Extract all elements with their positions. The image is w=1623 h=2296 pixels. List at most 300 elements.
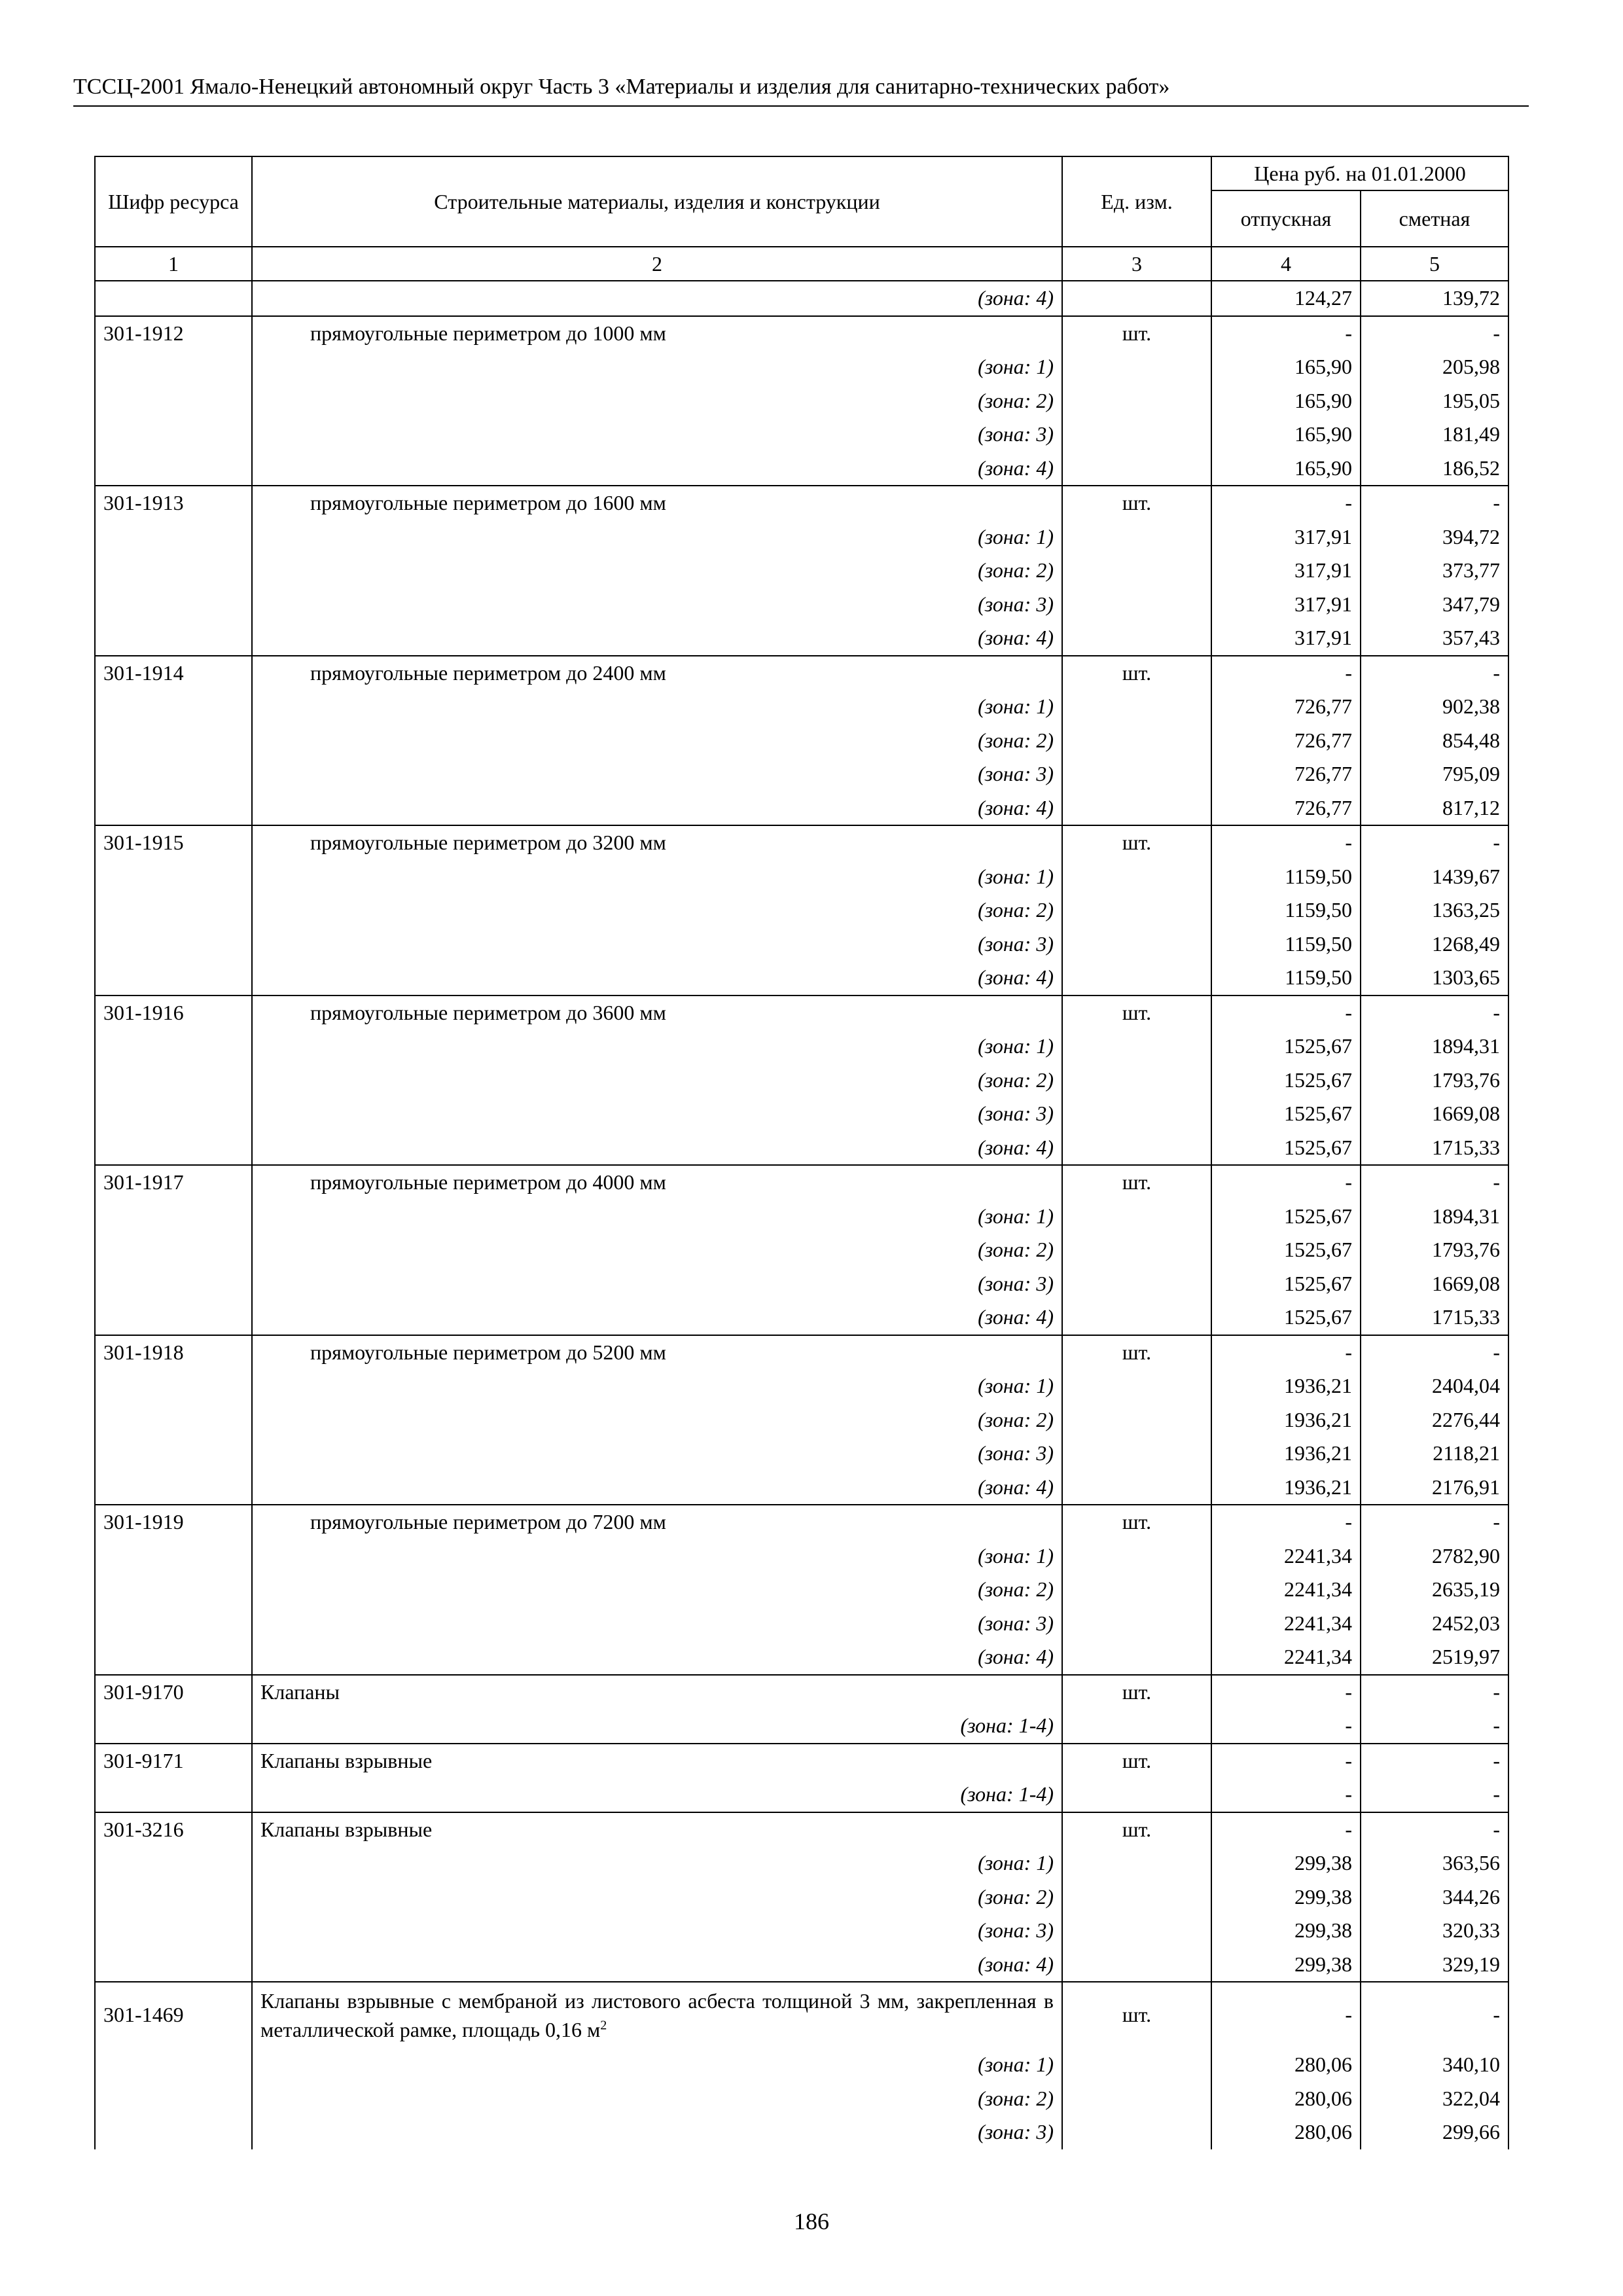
unit-empty: [1062, 1369, 1211, 1403]
resource-code-empty: [95, 350, 252, 384]
unit-empty: [1062, 1880, 1211, 1914]
resource-code-empty: [95, 384, 252, 418]
resource-code-empty: [95, 1300, 252, 1335]
release-price: 1525,67: [1211, 1267, 1361, 1301]
resource-code-empty: [95, 2048, 252, 2082]
zone-row: [95, 893, 1508, 927]
zone-row: [95, 384, 1508, 418]
estimate-price: -: [1361, 1812, 1508, 1847]
release-price: 1936,21: [1211, 1471, 1361, 1505]
release-price: -: [1211, 996, 1361, 1030]
col-header-price-group: Цена руб. на 01.01.2000: [1211, 156, 1508, 190]
unit-of-measure: шт.: [1062, 825, 1211, 860]
zone-row: [95, 1369, 1508, 1403]
col-number-5: 5: [1361, 247, 1508, 281]
table-row: [95, 1982, 1508, 2048]
material-name-text: прямоугольные периметром до 7200 мм: [310, 1510, 666, 1534]
zone-row: [95, 1778, 1508, 1812]
material-name: [252, 1744, 1062, 1778]
unit-empty: [1062, 961, 1211, 996]
unit-empty: [1062, 1267, 1211, 1301]
estimate-price: 1894,31: [1361, 1030, 1508, 1064]
zone-label: (зона: 2): [252, 2082, 1062, 2116]
resource-code-empty: [95, 588, 252, 622]
zone-row: [95, 554, 1508, 588]
estimate-price: 344,26: [1361, 1880, 1508, 1914]
estimate-price: 1363,25: [1361, 893, 1508, 927]
release-price: 299,38: [1211, 1880, 1361, 1914]
resource-code-empty: [95, 1471, 252, 1505]
estimate-price: -: [1361, 825, 1508, 860]
col-number-2: 2: [252, 247, 1062, 281]
estimate-price: -: [1361, 1778, 1508, 1812]
release-price: -: [1211, 1505, 1361, 1539]
zone-label: (зона: 2): [252, 1880, 1062, 1914]
table-row: [95, 656, 1508, 691]
release-price: 299,38: [1211, 1914, 1361, 1948]
price-table-container: [94, 156, 1508, 2149]
release-price: 726,77: [1211, 690, 1361, 724]
release-price: 2241,34: [1211, 1607, 1361, 1641]
unit-empty: [1062, 554, 1211, 588]
resource-code-empty: [95, 2082, 252, 2116]
unit-empty: [1062, 690, 1211, 724]
unit-of-measure: шт.: [1062, 1675, 1211, 1710]
estimate-price: 1793,76: [1361, 1064, 1508, 1098]
zone-label: (зона: 1): [252, 1846, 1062, 1880]
estimate-price: -: [1361, 1744, 1508, 1778]
zone-row: [95, 2082, 1508, 2116]
table-row: [95, 1335, 1508, 1370]
unit-of-measure: шт.: [1062, 1505, 1211, 1539]
zone-label: (зона: 2): [252, 554, 1062, 588]
resource-code-empty: [95, 1640, 252, 1675]
zone-label: (зона: 1): [252, 1369, 1062, 1403]
estimate-price: 817,12: [1361, 791, 1508, 826]
resource-code: 301-1913: [95, 486, 252, 520]
release-price: -: [1211, 486, 1361, 520]
release-price: -: [1211, 316, 1361, 351]
table-row: [95, 1505, 1508, 1539]
zone-label: (зона: 2): [252, 384, 1062, 418]
estimate-price: 320,33: [1361, 1914, 1508, 1948]
table-row: [95, 1675, 1508, 1710]
zone-row: [95, 1846, 1508, 1880]
zone-label: (зона: 2): [252, 1064, 1062, 1098]
zone-row: [95, 1233, 1508, 1267]
unit-of-measure: шт.: [1062, 1982, 1211, 2048]
release-price: 299,38: [1211, 1948, 1361, 1982]
release-price: 165,90: [1211, 384, 1361, 418]
unit-empty: [1062, 520, 1211, 554]
zone-label: (зона: 4): [252, 621, 1062, 656]
resource-code-empty: [95, 893, 252, 927]
estimate-price: 363,56: [1361, 1846, 1508, 1880]
release-price: -: [1211, 1165, 1361, 1200]
estimate-price: 299,66: [1361, 2115, 1508, 2149]
resource-code-empty: [95, 452, 252, 486]
zone-label: (зона: 4): [252, 791, 1062, 826]
release-price: 1159,50: [1211, 927, 1361, 961]
release-price: -: [1211, 1675, 1361, 1710]
unit-empty: [1062, 452, 1211, 486]
zone-row: [95, 1131, 1508, 1166]
unit-empty: [1062, 1778, 1211, 1812]
unit-empty: [1062, 384, 1211, 418]
resource-code-empty: [95, 791, 252, 826]
estimate-price: 902,38: [1361, 690, 1508, 724]
material-name-text: Клапаны взрывные: [260, 1817, 433, 1841]
estimate-price: 2635,19: [1361, 1573, 1508, 1607]
zone-row: [95, 757, 1508, 791]
zone-row: [95, 1539, 1508, 1573]
estimate-price: -: [1361, 1982, 1508, 2048]
unit-empty: [1062, 1573, 1211, 1607]
col-header-estimate: сметная: [1361, 190, 1508, 247]
material-name-text: прямоугольные периметром до 5200 мм: [310, 1340, 666, 1364]
resource-code-empty: [95, 690, 252, 724]
col-header-release: отпускная: [1211, 190, 1361, 247]
release-price: 726,77: [1211, 791, 1361, 826]
unit-empty: [1062, 1846, 1211, 1880]
zone-label: (зона: 3): [252, 757, 1062, 791]
material-name: [252, 1812, 1062, 1847]
material-name-text: прямоугольные периметром до 1600 мм: [310, 491, 666, 514]
zone-label: (зона: 3): [252, 1437, 1062, 1471]
estimate-price: -: [1361, 1505, 1508, 1539]
zone-label: (зона: 1): [252, 690, 1062, 724]
unit-of-measure: шт.: [1062, 316, 1211, 351]
release-price: 1525,67: [1211, 1097, 1361, 1131]
unit-empty: [1062, 724, 1211, 758]
unit-empty: [1062, 1233, 1211, 1267]
estimate-price: 347,79: [1361, 588, 1508, 622]
estimate-price: 1715,33: [1361, 1131, 1508, 1166]
resource-code-empty: [95, 1131, 252, 1166]
unit-empty: [1062, 281, 1211, 316]
material-name: [252, 1505, 1062, 1539]
release-price: 1936,21: [1211, 1369, 1361, 1403]
zone-row: [95, 690, 1508, 724]
estimate-price: 1894,31: [1361, 1200, 1508, 1234]
material-name: [252, 1982, 1062, 2048]
resource-code-empty: [95, 1403, 252, 1437]
estimate-price: 1669,08: [1361, 1267, 1508, 1301]
zone-row: [95, 350, 1508, 384]
zone-label: (зона: 4): [252, 281, 1062, 316]
document-header: ТССЦ-2001 Ямало-Ненецкий автономный округ Часть 3 «Материалы и изделия для санитарно-технических работ»: [73, 75, 1170, 99]
zone-row: [95, 1267, 1508, 1301]
estimate-price: -: [1361, 1165, 1508, 1200]
resource-code-empty: [95, 1607, 252, 1641]
resource-code-empty: [95, 1097, 252, 1131]
resource-code-empty: [95, 1539, 252, 1573]
unit-empty: [1062, 1064, 1211, 1098]
resource-code-empty: [95, 1709, 252, 1744]
release-price: 2241,34: [1211, 1539, 1361, 1573]
zone-label: (зона: 3): [252, 1914, 1062, 1948]
col-number-1: 1: [95, 247, 252, 281]
zone-row: [95, 1437, 1508, 1471]
estimate-price: 2176,91: [1361, 1471, 1508, 1505]
unit-empty: [1062, 893, 1211, 927]
zone-row: [95, 1300, 1508, 1335]
zone-row: [95, 724, 1508, 758]
material-name-text: прямоугольные периметром до 1000 мм: [310, 321, 666, 345]
resource-code-empty: [95, 1369, 252, 1403]
table-row: [95, 486, 1508, 520]
resource-code-empty: [95, 1233, 252, 1267]
table-header: [95, 156, 1508, 281]
release-price: 1525,67: [1211, 1200, 1361, 1234]
table-body: [95, 281, 1508, 2149]
estimate-price: -: [1361, 1335, 1508, 1370]
unit-empty: [1062, 1914, 1211, 1948]
material-name-text: Клапаны: [260, 1679, 340, 1704]
estimate-price: 186,52: [1361, 452, 1508, 486]
table-row: [95, 1165, 1508, 1200]
release-price: 280,06: [1211, 2115, 1361, 2149]
resource-code-empty: [95, 1948, 252, 1982]
estimate-price: 1439,67: [1361, 860, 1508, 894]
material-name: [252, 1165, 1062, 1200]
table-row: [95, 1812, 1508, 1847]
zone-label: (зона: 1-4): [252, 1778, 1062, 1812]
zone-label: (зона: 1): [252, 1200, 1062, 1234]
estimate-price: -: [1361, 486, 1508, 520]
table-row: [95, 825, 1508, 860]
release-price: 1936,21: [1211, 1403, 1361, 1437]
resource-code: 301-9171: [95, 1744, 252, 1778]
material-name: [252, 1335, 1062, 1370]
col-number-3: 3: [1062, 247, 1211, 281]
zone-label: (зона: 1): [252, 1539, 1062, 1573]
release-price: -: [1211, 825, 1361, 860]
resource-code-empty: [95, 1846, 252, 1880]
resource-code: 301-9170: [95, 1675, 252, 1710]
estimate-price: 181,49: [1361, 418, 1508, 452]
table-row: [95, 1744, 1508, 1778]
unit-of-measure: шт.: [1062, 1335, 1211, 1370]
zone-label: (зона: 4): [252, 1948, 1062, 1982]
unit-empty: [1062, 1437, 1211, 1471]
unit-of-measure: шт.: [1062, 1165, 1211, 1200]
release-price: 1525,67: [1211, 1300, 1361, 1335]
zone-label: (зона: 1): [252, 520, 1062, 554]
zone-label: (зона: 3): [252, 418, 1062, 452]
release-price: -: [1211, 1744, 1361, 1778]
zone-row: [95, 791, 1508, 826]
unit-empty: [1062, 757, 1211, 791]
material-name-text: Клапаны взрывные с мембраной из листового асбеста толщиной 3 мм, закрепленная в металлической рамке, площадь 0,16 м: [260, 1989, 1054, 2041]
estimate-price: 340,10: [1361, 2048, 1508, 2082]
estimate-price: 357,43: [1361, 621, 1508, 656]
zone-label: (зона: 4): [252, 1300, 1062, 1335]
unit-empty: [1062, 1097, 1211, 1131]
resource-code-empty: [95, 1914, 252, 1948]
zone-row: [95, 1573, 1508, 1607]
resource-code-empty: [95, 621, 252, 656]
resource-code: 301-1916: [95, 996, 252, 1030]
zone-label: (зона: 3): [252, 1607, 1062, 1641]
estimate-price: 2782,90: [1361, 1539, 1508, 1573]
release-price: 317,91: [1211, 621, 1361, 656]
release-price: -: [1211, 1778, 1361, 1812]
resource-code: 301-1919: [95, 1505, 252, 1539]
release-price: 280,06: [1211, 2048, 1361, 2082]
resource-code-empty: [95, 1064, 252, 1098]
release-price: 2241,34: [1211, 1640, 1361, 1675]
zone-row: [95, 520, 1508, 554]
unit-empty: [1062, 927, 1211, 961]
estimate-price: 795,09: [1361, 757, 1508, 791]
resource-code: 301-1914: [95, 656, 252, 691]
estimate-price: 1793,76: [1361, 1233, 1508, 1267]
resource-code: 301-1915: [95, 825, 252, 860]
col-number-4: 4: [1211, 247, 1361, 281]
estimate-price: 1268,49: [1361, 927, 1508, 961]
zone-label: (зона: 4): [252, 452, 1062, 486]
zone-row: [95, 1030, 1508, 1064]
release-price: 165,90: [1211, 418, 1361, 452]
resource-code-empty: [95, 961, 252, 996]
col-header-name: Строительные материалы, изделия и конструкции: [252, 156, 1062, 247]
material-name-text: прямоугольные периметром до 2400 мм: [310, 660, 666, 685]
resource-code-empty: [95, 1437, 252, 1471]
release-price: 2241,34: [1211, 1573, 1361, 1607]
release-price: 317,91: [1211, 588, 1361, 622]
zone-row: [95, 961, 1508, 996]
estimate-price: -: [1361, 1709, 1508, 1744]
unit-of-measure: шт.: [1062, 1812, 1211, 1847]
zone-row: [95, 1200, 1508, 1234]
zone-row: [95, 2048, 1508, 2082]
estimate-price: -: [1361, 996, 1508, 1030]
header-divider: [73, 105, 1529, 107]
estimate-price: 322,04: [1361, 2082, 1508, 2116]
release-price: -: [1211, 1335, 1361, 1370]
release-price: 165,90: [1211, 350, 1361, 384]
zone-row: [95, 1403, 1508, 1437]
release-price: 317,91: [1211, 520, 1361, 554]
release-price: -: [1211, 1709, 1361, 1744]
zone-row: [95, 860, 1508, 894]
release-price: 280,06: [1211, 2082, 1361, 2116]
resource-code: 301-1917: [95, 1165, 252, 1200]
resource-code-empty: [95, 1200, 252, 1234]
estimate-price: 394,72: [1361, 520, 1508, 554]
col-header-code: Шифр ресурса: [95, 156, 252, 247]
unit-empty: [1062, 2048, 1211, 2082]
material-name: [252, 825, 1062, 860]
release-price: 165,90: [1211, 452, 1361, 486]
zone-row: [95, 1709, 1508, 1744]
resource-code-empty: [95, 1778, 252, 1812]
unit-empty: [1062, 1200, 1211, 1234]
zone-label: (зона: 4): [252, 961, 1062, 996]
release-price: 317,91: [1211, 554, 1361, 588]
estimate-price: -: [1361, 1675, 1508, 1710]
material-name-text: Клапаны взрывные: [260, 1748, 433, 1772]
zone-row: [95, 1607, 1508, 1641]
unit-of-measure: шт.: [1062, 656, 1211, 691]
unit-empty: [1062, 1709, 1211, 1744]
release-price: -: [1211, 1982, 1361, 2048]
estimate-price: 139,72: [1361, 281, 1508, 316]
unit-empty: [1062, 1640, 1211, 1675]
unit-empty: [1062, 1300, 1211, 1335]
zone-row: [95, 1880, 1508, 1914]
release-price: 1159,50: [1211, 860, 1361, 894]
material-name-text: прямоугольные периметром до 3200 мм: [310, 831, 666, 854]
material-name: [252, 1675, 1062, 1710]
resource-code: 301-3216: [95, 1812, 252, 1847]
zone-row: [95, 1640, 1508, 1675]
resource-code: 301-1912: [95, 316, 252, 351]
estimate-price: 1715,33: [1361, 1300, 1508, 1335]
zone-row: [95, 1064, 1508, 1098]
release-price: 299,38: [1211, 1846, 1361, 1880]
col-header-unit: Ед. изм.: [1062, 156, 1211, 247]
unit-empty: [1062, 1471, 1211, 1505]
unit-empty: [1062, 621, 1211, 656]
estimate-price: 854,48: [1361, 724, 1508, 758]
estimate-price: -: [1361, 316, 1508, 351]
estimate-price: 2404,04: [1361, 1369, 1508, 1403]
unit-of-measure: шт.: [1062, 486, 1211, 520]
estimate-price: -: [1361, 656, 1508, 691]
resource-code-empty: [95, 1030, 252, 1064]
estimate-price: 329,19: [1361, 1948, 1508, 1982]
resource-code-empty: [95, 860, 252, 894]
release-price: 1936,21: [1211, 1437, 1361, 1471]
material-name: [252, 656, 1062, 691]
resource-code-empty: [95, 281, 252, 316]
zone-row: [95, 927, 1508, 961]
zone-label: (зона: 1-4): [252, 1709, 1062, 1744]
resource-code-empty: [95, 1267, 252, 1301]
zone-label: (зона: 2): [252, 1573, 1062, 1607]
unit-empty: [1062, 350, 1211, 384]
zone-label: (зона: 3): [252, 2115, 1062, 2149]
release-price: 124,27: [1211, 281, 1361, 316]
zone-row: [95, 1097, 1508, 1131]
material-name: [252, 996, 1062, 1030]
release-price: 1525,67: [1211, 1030, 1361, 1064]
zone-row: [95, 1471, 1508, 1505]
zone-label: (зона: 2): [252, 1233, 1062, 1267]
release-price: 1159,50: [1211, 893, 1361, 927]
release-price: -: [1211, 656, 1361, 691]
resource-code-empty: [95, 520, 252, 554]
zone-label: (зона: 1): [252, 350, 1062, 384]
zone-label: (зона: 1): [252, 2048, 1062, 2082]
resource-code: 301-1918: [95, 1335, 252, 1370]
resource-code: 301-1469: [95, 1982, 252, 2048]
estimate-price: 2519,97: [1361, 1640, 1508, 1675]
zone-row: [95, 1948, 1508, 1982]
zone-label: (зона: 3): [252, 927, 1062, 961]
zone-label: (зона: 2): [252, 893, 1062, 927]
unit-empty: [1062, 418, 1211, 452]
resource-code-empty: [95, 1573, 252, 1607]
zone-row: [95, 588, 1508, 622]
resource-code-empty: [95, 927, 252, 961]
unit-of-measure: шт.: [1062, 1744, 1211, 1778]
estimate-price: 1669,08: [1361, 1097, 1508, 1131]
unit-empty: [1062, 1403, 1211, 1437]
table-row: [95, 996, 1508, 1030]
